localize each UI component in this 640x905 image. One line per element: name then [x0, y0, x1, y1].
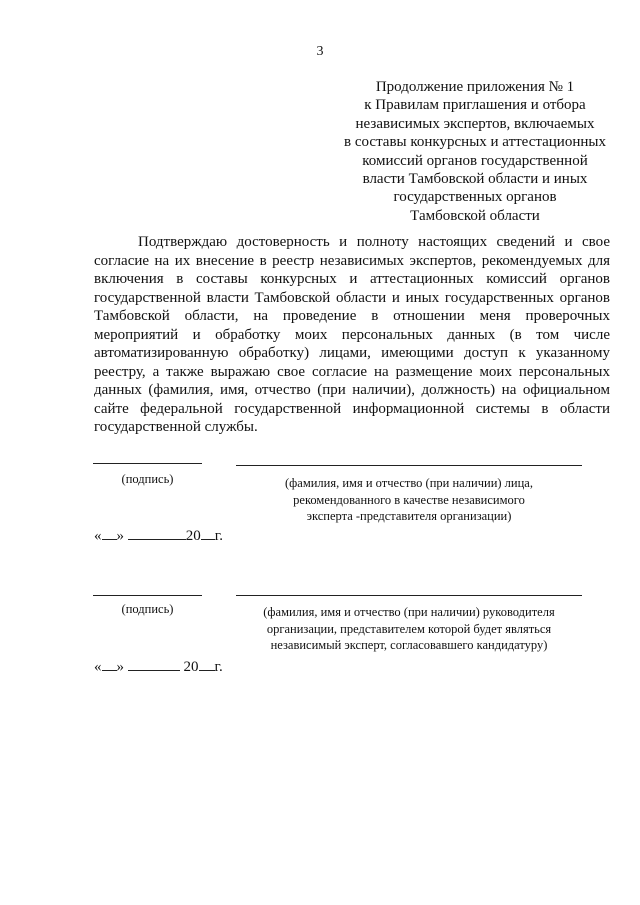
header-line: Тамбовской области — [410, 207, 540, 224]
date-line — [94, 659, 223, 676]
name-caption-line: независимый эксперт, согласовавшего кандидатуру) — [270, 638, 548, 652]
name-caption-line: организации, представителем которой будет являться — [266, 621, 552, 636]
year-suffix: г. — [214, 528, 223, 544]
header-line: Продолжение приложения № 1 — [375, 79, 575, 95]
date-open-quote: « — [94, 528, 102, 544]
consent-paragraph: Подтверждаю достоверность и полноту настоящих сведений и свое согласие на их внесение в реестр независимых экспертов, рекомендуемых для включения в составы конкурсных и аттестационных комиссий органов государственной власти Тамбовской области и иных государственных органов Тамбовской области, на проведение в отношении меня проверочных мероприятий и обработку моих персональных данных (в том числе автоматизированную обработку) лицами, имеющими доступ к указанному реестру, а также выражаю свое согласие на размещение моих персональных данных (фамилия, имя, отчество (при наличии), должность) на официальном сайте федеральной государственной информационной системы в области государственной службы. — [94, 234, 610, 435]
name-caption-line: (фамилия, имя и отчество (при наличии) лица, — [285, 476, 533, 490]
year-blank — [199, 670, 215, 671]
signature-line — [93, 463, 202, 464]
day-blank — [102, 670, 117, 671]
month-blank — [128, 670, 180, 671]
year-prefix: 20 — [185, 528, 201, 544]
page-number: 3 — [316, 44, 324, 59]
date-line — [94, 528, 223, 545]
date-close-quote: » — [116, 659, 124, 675]
year-prefix: 20 — [183, 659, 199, 675]
appendix-header — [340, 78, 610, 225]
header-line: власти Тамбовской области и иных — [362, 171, 588, 188]
signature-caption: (подпись) — [121, 602, 174, 616]
header-line: государственных органов — [393, 189, 557, 206]
name-caption — [236, 475, 582, 525]
name-caption — [236, 604, 582, 654]
header-line: к Правилам приглашения и отбора — [364, 97, 586, 114]
signature-caption: (подпись) — [121, 472, 174, 486]
date-close-quote: » — [116, 528, 124, 544]
year-blank — [201, 539, 215, 540]
year-suffix: г. — [214, 659, 223, 675]
name-line — [236, 465, 582, 466]
day-blank — [102, 539, 117, 540]
name-caption-line: (фамилия, имя и отчество (при наличии) руководителя — [263, 605, 555, 619]
name-caption-line: эксперта -представителя организации) — [306, 509, 512, 523]
name-caption-line: рекомендованного в качестве независимого — [293, 492, 525, 507]
signature-line — [93, 595, 202, 596]
header-line: комиссий органов государственной — [362, 152, 588, 169]
header-line: в составы конкурсных и аттестационных — [344, 134, 606, 151]
date-open-quote: « — [94, 659, 102, 675]
header-line: независимых экспертов, включаемых — [355, 115, 595, 132]
name-line — [236, 595, 582, 596]
month-blank — [128, 539, 186, 540]
